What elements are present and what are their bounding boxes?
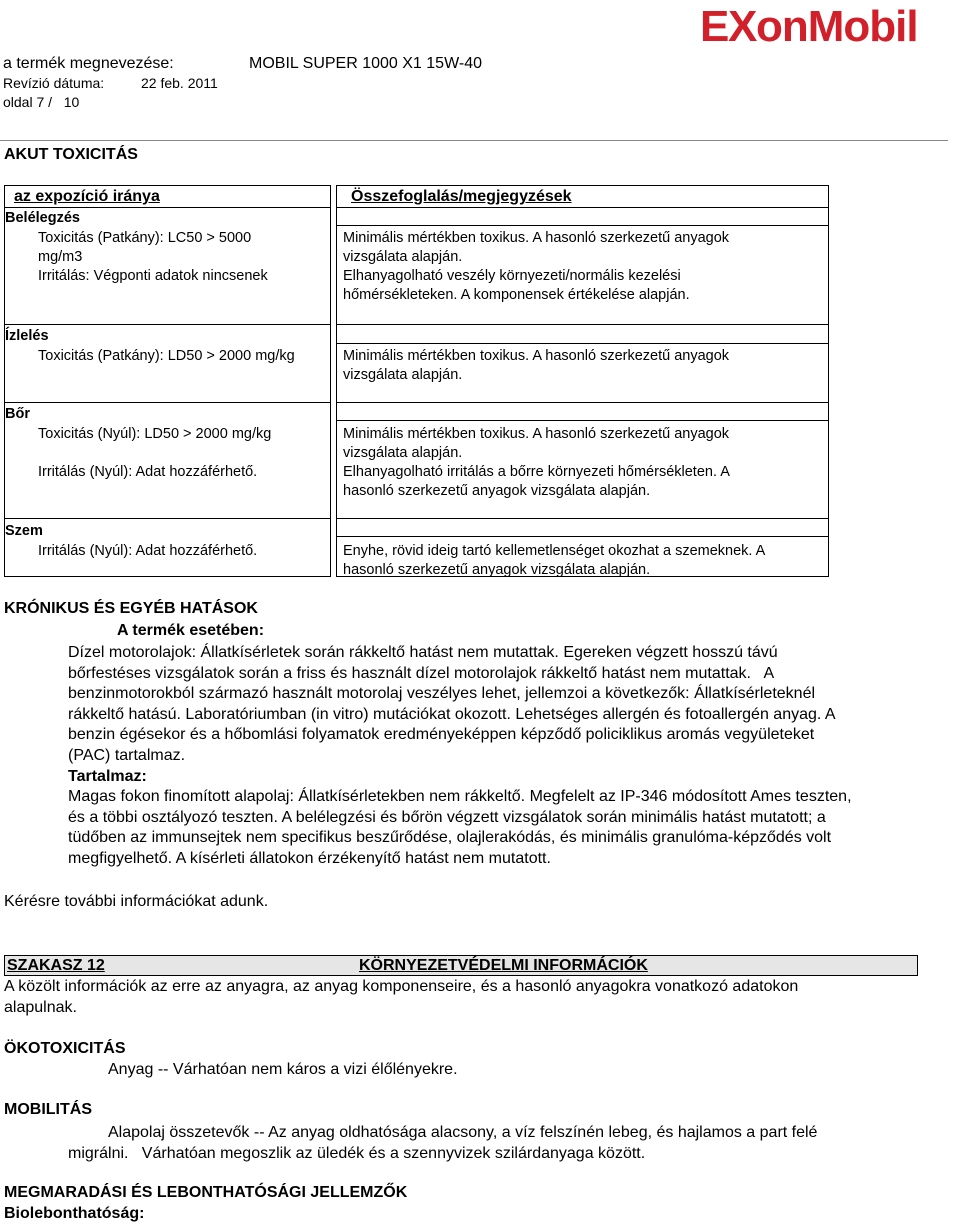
- contains-line: és a többi osztályozó teszten. A belélegzési és bőrön végzett vizsgálatok során minimális hatást mutatott; a: [68, 808, 826, 826]
- skin-irritation-note: Elhanyagolható irritálás a bőrre környezeti hőmérsékleten. A: [343, 464, 730, 480]
- eye-irritation-note: Enyhe, rövid ideig tartó kellemetlenséget okozhat a szemeknek. A: [343, 543, 766, 559]
- chronic-effects-title: KRÓNIKUS ÉS EGYÉB HATÁSOK: [4, 600, 258, 617]
- svg-text:X: X: [728, 2, 757, 51]
- persistence-title: MEGMARADÁSI ÉS LEBONTHATÓSÁGI JELLEMZŐK: [4, 1184, 408, 1201]
- intro-line: alapulnak.: [4, 999, 77, 1016]
- chronic-text: [68, 643, 958, 870]
- skin-irritation-note-2: hasonló szerkezetű anyagok vizsgálata alapján.: [343, 483, 651, 499]
- skin-toxicity: Toxicitás (Nyúl): LD50 > 2000 mg/kg: [38, 426, 272, 442]
- skin-label: Bőr: [5, 406, 30, 422]
- revision-label: Revízió dátuma:: [3, 75, 105, 91]
- mobility-line: Alapolaj összetevők -- Az anyag oldhatósága alacsony, a víz felszínén lebeg, és hajlamos a part felé: [108, 1124, 818, 1141]
- contains-line: megfigyelhető. A kísérleti állatokon érzékenyítő hatást nem mutatott.: [68, 849, 551, 867]
- revision-date: 22 feb. 2011: [141, 75, 218, 91]
- biodegradability-title: Biolebonthatóság:: [4, 1205, 145, 1222]
- inhalation-toxicity-note-2: vizsgálata alapján.: [343, 249, 463, 265]
- eye-label: Szem: [5, 523, 43, 539]
- section-12-intro: [4, 976, 944, 1018]
- inhalation-irritation: Irritálás: Végponti adatok nincsenek: [38, 268, 268, 284]
- section-12-title: KÖRNYEZETVÉDELMI INFORMÁCIÓK: [359, 957, 648, 974]
- ecotoxicity-text: Anyag -- Várhatóan nem káros a vizi élőlényekre.: [108, 1061, 458, 1078]
- chronic-line: (PAC) tartalmaz.: [68, 746, 186, 764]
- skin-toxicity-note-2: vizsgálata alapján.: [343, 445, 463, 461]
- ingestion-label: Ízlelés: [5, 328, 49, 344]
- ingestion-toxicity-note-2: vizsgálata alapján.: [343, 367, 463, 383]
- chronic-line: Dízel motorolajok: Állatkísérletek során rákkeltő hatást nem mutattak. Egereken végzett hosszú távú: [68, 644, 778, 661]
- contains-label: Tartalmaz:: [68, 767, 147, 785]
- logo-icon: [698, 0, 956, 52]
- exxonmobil-logo: [698, 0, 956, 52]
- contains-line: tüdőben az immunsejtek nem specifikus beszűrődése, olajlerakódás, és minimális granulóma-képződés volt: [68, 829, 832, 847]
- inhalation-irritation-note: Elhanyagolható veszély környezeti/normális kezelési: [343, 268, 681, 284]
- product-name: MOBIL SUPER 1000 X1 15W-40: [249, 55, 482, 72]
- skin-irritation: Irritálás (Nyúl): Adat hozzáférhető.: [38, 464, 258, 480]
- ecotoxicity-title: ÖKOTOXICITÁS: [4, 1040, 126, 1057]
- inhalation-toxicity: Toxicitás (Patkány): LC50 > 5000: [38, 230, 252, 246]
- inhalation-toxicity-unit: mg/m3: [38, 249, 83, 265]
- contains-line: Magas fokon finomított alapolaj: Állatkísérletekben nem rákkeltő. Megfelelt az IP-346 módosított Ames teszten,: [68, 788, 852, 806]
- more-info-note: Kérésre további információkat adunk.: [4, 893, 269, 910]
- chronic-line: benzinmotorokból származó használt motorolaj veszélyes lehet, jellemzoi a következők: Állatkísérleteknél: [68, 685, 816, 703]
- page-number: oldal 7 / 10: [3, 94, 80, 110]
- mobility-text: [68, 1122, 948, 1164]
- chronic-subtitle: A termék esetében:: [117, 622, 265, 639]
- section-12-bar: [4, 955, 918, 976]
- chronic-line: rákkeltő hatású. Laboratóriumban (in vitro) mutációkat okozott. Lehetséges allergén és fotoallergén anyag. A: [68, 705, 836, 723]
- product-name-label: a termék megnevezése:: [3, 55, 174, 72]
- header-divider: [0, 140, 948, 141]
- chronic-line: benzin égésekor és a hőbomlási folyamatok eredményeképpen képződő policiklikus aromás vegyületeket: [68, 726, 815, 744]
- mobility-line: migrálni. Várhatóan megoszlik az üledék és a szennyvizek szilárdanyaga között.: [68, 1145, 646, 1162]
- intro-line: A közölt információk az erre az anyagra, az anyag komponenseire, és a hasonló anyagokra vonatkozó adatokon: [4, 978, 799, 995]
- eye-irritation: Irritálás (Nyúl): Adat hozzáférhető.: [38, 543, 258, 559]
- ingestion-toxicity-note: Minimális mértékben toxikus. A hasonló szerkezetű anyagok: [343, 348, 730, 364]
- inhalation-toxicity-note: Minimális mértékben toxikus. A hasonló szerkezetű anyagok: [343, 230, 730, 246]
- svg-text:E: E: [700, 2, 729, 51]
- section-12-number: SZAKASZ 12: [7, 957, 105, 974]
- inhalation-label: Belélegzés: [5, 210, 80, 226]
- exposure-route-header: az expozíció iránya: [14, 188, 160, 205]
- chronic-line: bőrfestéses vizsgálatok során a friss és használt dízel motorolajok rákkeltő hatást nem mutattak. A: [68, 664, 775, 682]
- eye-irritation-note-2: hasonló szerkezetű anyagok vizsgálata alapján.: [343, 562, 651, 578]
- summary-header: Összefoglalás/megjegyzések: [351, 188, 572, 205]
- mobility-title: MOBILITÁS: [4, 1101, 92, 1118]
- svg-text:onMobil: onMobil: [756, 2, 918, 51]
- skin-toxicity-note: Minimális mértékben toxikus. A hasonló szerkezetű anyagok: [343, 426, 730, 442]
- acute-toxicity-title: AKUT TOXICITÁS: [4, 146, 138, 163]
- ingestion-toxicity: Toxicitás (Patkány): LD50 > 2000 mg/kg: [38, 348, 295, 364]
- inhalation-irritation-note-2: hőmérsékleteken. A komponensek értékelése alapján.: [343, 287, 690, 303]
